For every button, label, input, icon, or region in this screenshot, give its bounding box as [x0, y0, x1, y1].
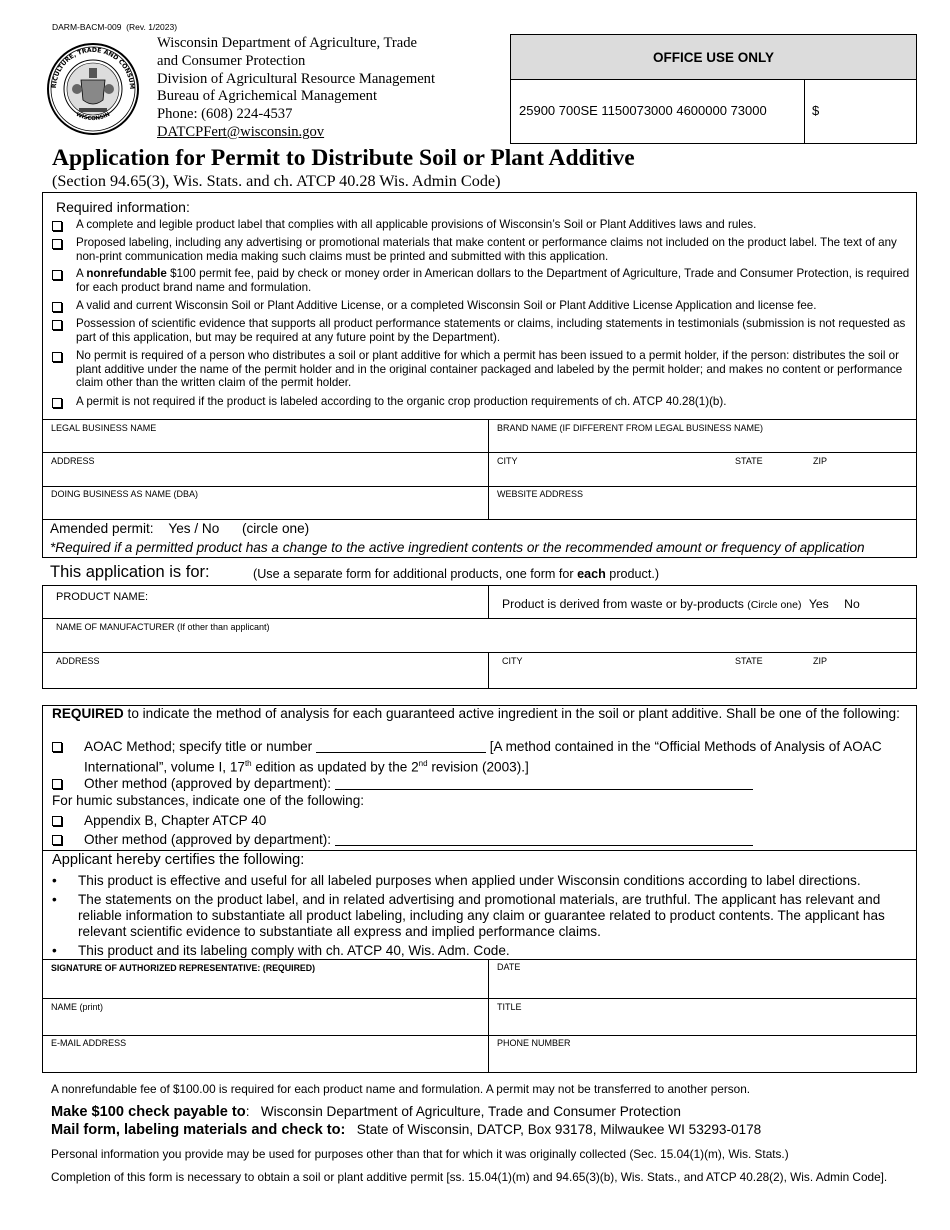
svg-text:WISCONSIN: WISCONSIN: [74, 111, 112, 123]
checkbox[interactable]: [52, 221, 62, 231]
req-item-4: A valid and current Wisconsin Soil or Plant Additive License, or a completed Wisconsin Soil or Plant Additive License Application and license fee.: [52, 299, 910, 313]
manufacturer-field[interactable]: NAME OF MANUFACTURER (If other than applicant): [56, 622, 270, 632]
checkbox[interactable]: [52, 398, 62, 408]
office-use-amount: $: [812, 103, 820, 118]
product-name-field[interactable]: PRODUCT NAME:: [56, 591, 149, 603]
page-title: Application for Permit to Distribute Soil or Plant Additive: [52, 145, 635, 171]
req-item-1: A complete and legible product label that complies with all applicable provisions of Wisconsin’s Soil or Plant Additives laws and rules.: [52, 218, 910, 232]
amended-permit-row: Amended permit: Yes / No (circle one): [50, 521, 310, 536]
humic-heading: For humic substances, indicate one of the following:: [52, 793, 365, 808]
date-field[interactable]: DATE: [497, 962, 521, 972]
product-city-field[interactable]: CITY: [502, 656, 523, 666]
req-item-5: Possession of scientific evidence that supports all product performance statements or claims, including statements in testimonials (submission is not requested as part of this application, but may be required at any future point by the Department).: [52, 317, 910, 344]
appendix-checkbox[interactable]: [52, 816, 62, 826]
req-item-3: A nonrefundable $100 permit fee, paid by check or money order in American dollars to the Department of Agriculture, Trade and Consumer Protection, is required for each product brand name and formulation.: [52, 267, 910, 294]
zip-field[interactable]: ZIP: [813, 456, 828, 466]
fee-note: A nonrefundable fee of $100.00 is required for each product name and formulation. A permit may not be transferred to another person.: [51, 1082, 751, 1096]
website-field[interactable]: WEBSITE ADDRESS: [497, 489, 584, 499]
other-method-input[interactable]: [335, 789, 753, 790]
checkbox[interactable]: [52, 270, 62, 280]
aoac-checkbox[interactable]: [52, 742, 62, 752]
method-intro: REQUIRED to indicate the method of analysis for each guaranteed active ingredient in the soil or plant additive. Shall be one of the following:: [52, 706, 900, 721]
req-item-7: A permit is not required if the product is labeled according to the organic crop production requirements of ch. ATCP 40.28(1)(b).: [52, 395, 910, 409]
checkbox[interactable]: [52, 352, 62, 362]
certify-bullet-1: • This product is effective and useful for all labeled purposes when applied under Wisconsin conditions according to label directions.: [52, 873, 910, 889]
state-field[interactable]: STATE: [735, 456, 763, 466]
dba-field[interactable]: DOING BUSINESS AS NAME (DBA): [51, 489, 199, 499]
privacy-note: Personal information you provide may be used for purposes other than that for which it was originally collected (Sec. 15.04(1)(m), Wis. Stats.): [51, 1147, 789, 1161]
title-field[interactable]: TITLE: [497, 1002, 522, 1012]
other-method-row: Other method (approved by department):: [52, 775, 753, 792]
checkbox[interactable]: [52, 239, 62, 249]
agency-block: Wisconsin Department of Agriculture, Trade and Consumer Protection Division of Agricultural Resource Management Bureau of Agrichemical Management Phone: (608) 224-4537 DATCPFert@wisconsin.gov: [157, 35, 436, 140]
agency-email: DATCPFert@wisconsin.gov: [157, 123, 325, 140]
appendix-row: Appendix B, Chapter ATCP 40: [52, 812, 266, 829]
amended-note: *Required if a permitted product has a change to the active ingredient contents or the recommended amount or frequency of application: [50, 540, 865, 555]
application-for-heading: This application is for:: [50, 563, 210, 581]
other-method-checkbox[interactable]: [52, 779, 62, 789]
aoac-method-row: AOAC Method; specify title or number [A method contained in the “Official Methods of Analysis of AOAC International”, volume I, 17th edition as updated by the 2nd revision (2003).]: [52, 738, 910, 776]
city-field[interactable]: CITY: [497, 456, 518, 466]
office-use-code: 25900 700SE 1150073000 4600000 73000: [519, 103, 767, 118]
form-id: DARM-BACM-009 (Rev. 1/2023): [52, 22, 178, 32]
legal-business-name-field[interactable]: LEGAL BUSINESS NAME: [51, 423, 157, 433]
other-method-2-checkbox[interactable]: [52, 835, 62, 845]
brand-name-field[interactable]: BRAND NAME (IF DIFFERENT FROM LEGAL BUSINESS NAME): [497, 423, 764, 433]
other-method-2-row: Other method (approved by department):: [52, 831, 753, 848]
amended-yes-no[interactable]: Yes / No: [168, 521, 220, 536]
phone-number-field[interactable]: PHONE NUMBER: [497, 1038, 571, 1048]
req-item-2: Proposed labeling, including any advertising or promotional materials that make content or performance claims not included on the product label. The text of any non-print communication media making such claims must be printed and submitted with this application.: [52, 236, 910, 263]
checkbox[interactable]: [52, 320, 62, 330]
checkbox[interactable]: [52, 302, 62, 312]
product-address-field[interactable]: ADDRESS: [56, 656, 100, 666]
page-subtitle: (Section 94.65(3), Wis. Stats. and ch. ATCP 40.28 Wis. Admin Code): [52, 172, 501, 190]
wisconsin-seal-logo: [46, 42, 140, 136]
completion-note: Completion of this form is necessary to obtain a soil or plant additive permit [ss. 15.04(1)(m) and 94.65(3)(b), Wis. Stats., and ATCP 40.28(2), Wis. Admin Code].: [51, 1170, 888, 1184]
required-heading: Required information:: [56, 199, 190, 215]
other-method-2-input[interactable]: [335, 845, 753, 846]
application-for-note: (Use a separate form for additional products, one form for each product.): [253, 567, 660, 581]
mail-row: Mail form, labeling materials and check to: State of Wisconsin, DATCP, Box 93178, Milwaukee WI 53293-0178: [51, 1122, 762, 1138]
svg-text:AGRICULTURE, TRADE AND CONSUME: RICULTURE, TRADE AND CONSUM: [50, 46, 136, 90]
name-print-field[interactable]: NAME (print): [51, 1002, 104, 1012]
req-item-6: No permit is required of a person who distributes a soil or plant additive for which a permit has been issued to a permit holder, if the person: distributes the soil or plant additive under the name of the permit holder and in the original container packaged and labeled by the permit holder; and makes no content or performance claim other than the written claim of the permit holder.: [52, 349, 910, 390]
office-use-box: [510, 34, 917, 144]
address-field[interactable]: ADDRESS: [51, 456, 95, 466]
office-use-title: OFFICE USE ONLY: [511, 35, 916, 80]
email-field[interactable]: E-MAIL ADDRESS: [51, 1038, 127, 1048]
aoac-input[interactable]: [316, 752, 486, 753]
waste-no[interactable]: No: [844, 597, 860, 611]
certify-bullet-2: • The statements on the product label, and in related advertising and promotional materials, are truthful. The applicant has relevant and reliable information to substantiate all product labeling, including any claim or guarantee related to product contents. The applicant has relevant scientific evidence to substantiate all express and implied performance claims.: [52, 892, 910, 940]
payable-row: Make $100 check payable to: Wisconsin Department of Agriculture, Trade and Consumer Protection: [51, 1104, 681, 1120]
waste-derived-row: Product is derived from waste or by-products (Circle one) Yes No: [502, 597, 860, 611]
waste-yes[interactable]: Yes: [808, 597, 829, 611]
certify-heading: Applicant hereby certifies the following:: [52, 852, 305, 868]
certify-bullet-3: • This product and its labeling comply with ch. ATCP 40, Wis. Adm. Code.: [52, 943, 910, 959]
product-state-field[interactable]: STATE: [735, 656, 763, 666]
signature-field[interactable]: SIGNATURE OF AUTHORIZED REPRESENTATIVE: (REQUIRED): [51, 963, 316, 973]
product-zip-field[interactable]: ZIP: [813, 656, 828, 666]
